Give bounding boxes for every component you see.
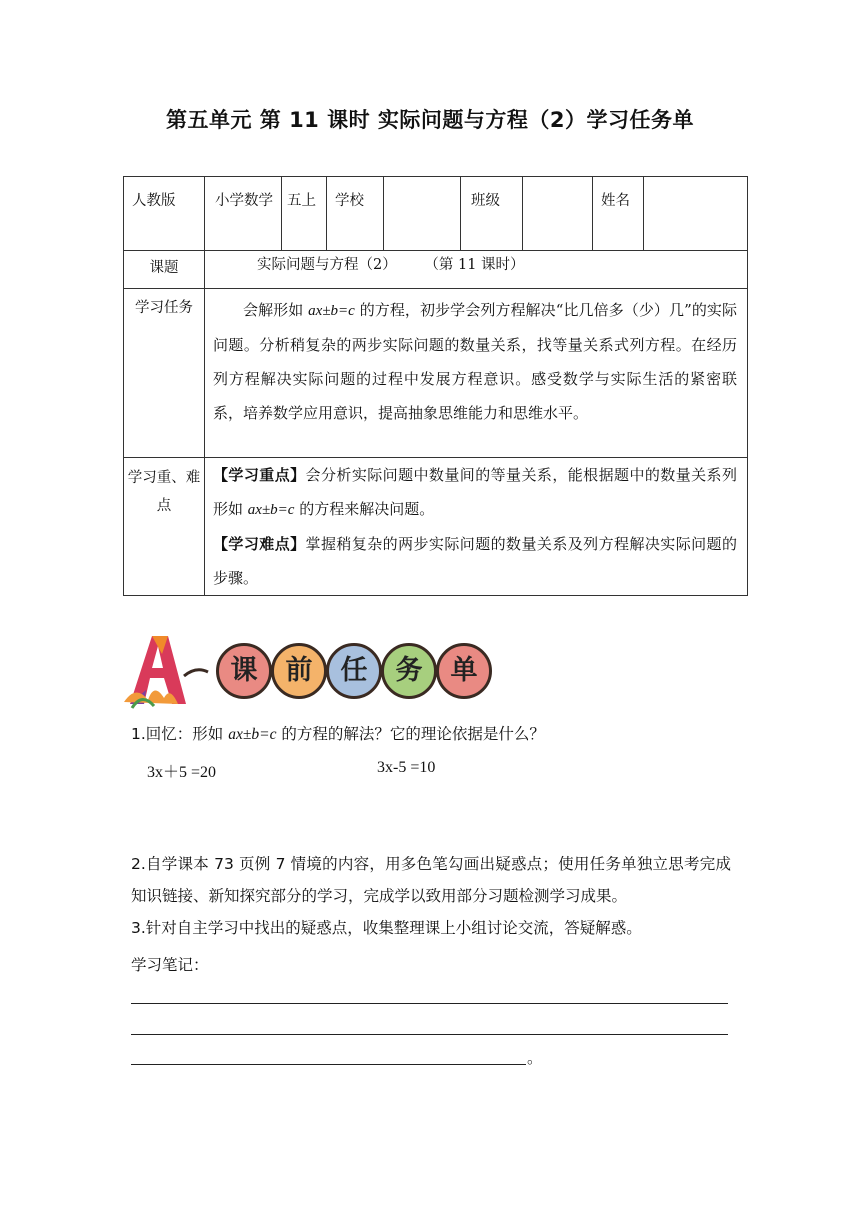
publisher-cell: 人教版 — [132, 193, 176, 209]
question-3: 3.针对自主学习中找出的疑惑点，收集整理课上小组讨论交流，答疑解惑。 — [131, 919, 642, 937]
pre-class-banner — [124, 632, 504, 712]
subject-cell: 小学数学 — [215, 193, 273, 209]
letter-a-logo — [124, 632, 224, 712]
topic-label: 课题 — [149, 260, 179, 276]
grade-cell: 五上 — [287, 193, 316, 209]
school-label: 学校 — [335, 193, 364, 209]
difficult-point: 【学习难点】掌握稍复杂的两步实际问题的数量关系及列方程解决实际问题的步骤。 — [213, 535, 737, 587]
notes-line-1[interactable] — [131, 1003, 728, 1004]
name-label: 姓名 — [601, 193, 630, 209]
equation-2: 3x-5 =10 — [377, 759, 436, 776]
formula: ax±b=c — [308, 303, 355, 319]
focus-label: 学习重、难点 — [127, 470, 201, 514]
focus-text — [205, 458, 747, 595]
topic-value: 实际问题与方程（2） （第 11 课时） — [257, 257, 525, 273]
notes-line-2[interactable] — [131, 1034, 728, 1035]
info-table — [123, 176, 748, 596]
task-label: 学习任务 — [135, 300, 193, 316]
class-label: 班级 — [471, 193, 500, 209]
banner-char-2: 前 — [271, 643, 327, 699]
name-value[interactable] — [644, 177, 748, 251]
banner-char-4: 务 — [381, 643, 437, 699]
school-value[interactable] — [384, 177, 461, 251]
class-value[interactable] — [523, 177, 593, 251]
banner-char-3: 任 — [326, 643, 382, 699]
banner-char-5: 单 — [436, 643, 492, 699]
task-text: 会解形如 ax±b=c 的方程，初步学会列方程解决“比几倍多（少）几”的实际问题。分析稍复杂的两步实际问题的数量关系，找等量关系式列方程。在经历列方程解决实际问题的过程中发展方程意识。感受数学与实际生活的紧密联系，培养数学应用意识，提高抽象思维能力和思维水平。 — [213, 301, 737, 422]
page-title: 第五单元 第 11 课时 实际问题与方程（2）学习任务单 — [165, 108, 695, 132]
notes-label: 学习笔记： — [131, 956, 209, 974]
key-point: 【学习重点】会分析实际问题中数量间的等量关系，能根据题中的数量关系列形如 ax±b=c 的方程来解决问题。 — [213, 466, 737, 518]
question-2: 2.自学课本 73 页例 7 情境的内容，用多色笔勾画出疑惑点；使用任务单独立思考完成知识链接、新知探究部分的学习，完成学以致用部分习题检测学习成果。 — [131, 855, 731, 905]
notes-end-mark: 。 — [527, 1049, 543, 1067]
banner-char-1: 课 — [216, 643, 272, 699]
equation-1: 3x＋5 =20 — [147, 764, 217, 781]
question-1: 1.回忆：形如 ax±b=c 的方程的解法？它的理论依据是什么？ — [131, 725, 545, 743]
notes-line-3[interactable] — [131, 1064, 526, 1065]
